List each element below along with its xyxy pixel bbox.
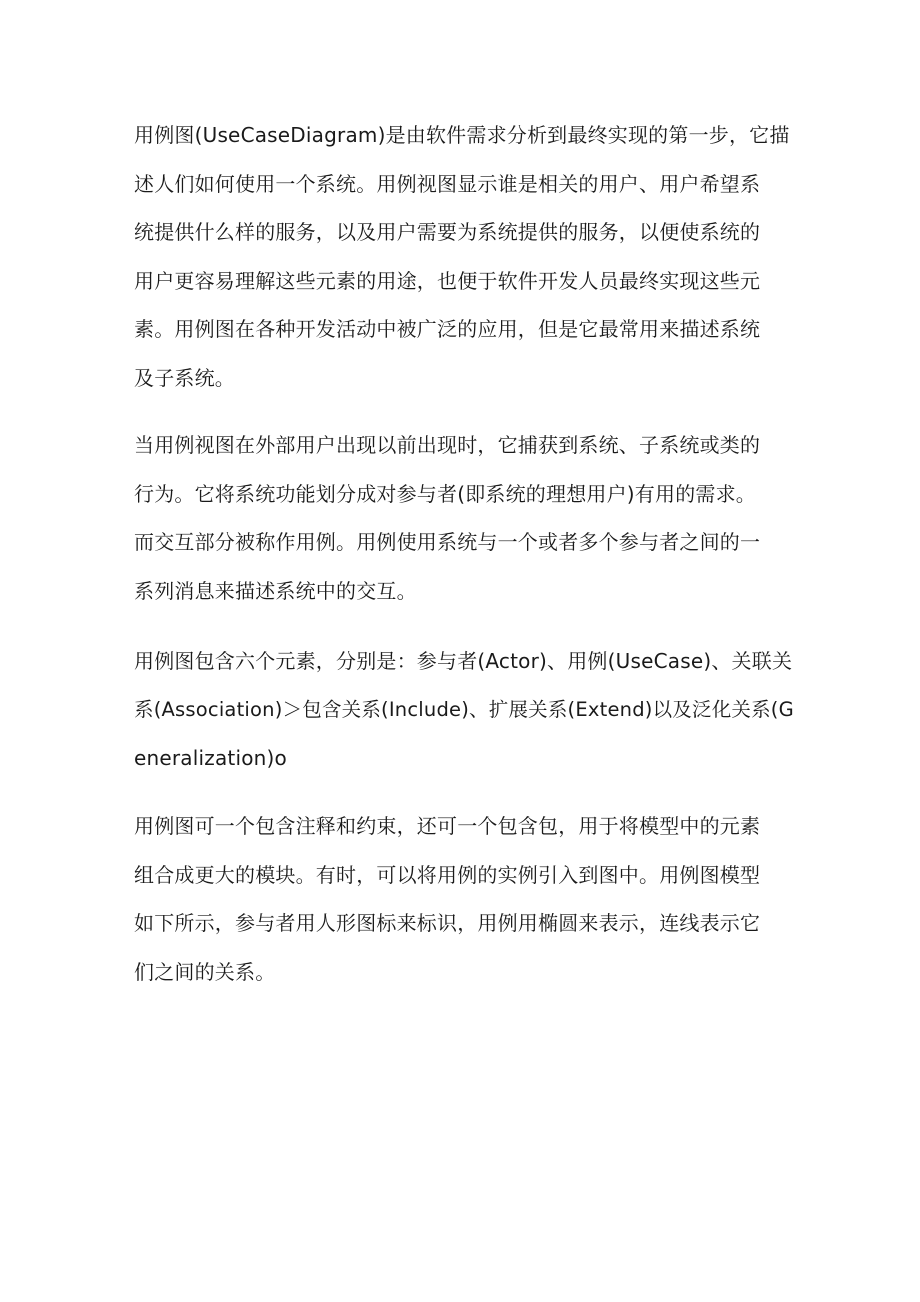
text-line: 素。用例图在各种开发活动中被广泛的应用，但是它最常用来描述系统 xyxy=(134,317,761,341)
paragraph-use-case-elements xyxy=(134,637,794,783)
text-line: 及子系统。 xyxy=(134,365,235,390)
text-line: 当用例视图在外部用户出现以前出现时，它捕获到系统、子系统或类的 xyxy=(134,433,761,457)
text-line: 述人们如何使用一个系统。用例视图显示谁是相关的用户、用户希望系 xyxy=(134,171,761,196)
text-line: 系(Association)＞包含关系(Include)、扩展关系(Extend)以及泛化关系(G xyxy=(134,697,794,721)
text-line: 用例图包含六个元素，分别是：参与者(Actor)、用例(UseCase)、关联关 xyxy=(134,649,793,673)
text-line: 用例图(UseCaseDiagram)是由软件需求分析到最终实现的第一步，它描 xyxy=(134,123,790,147)
text-line: 系列消息来描述系统中的交互。 xyxy=(134,578,417,603)
text-line: 组合成更大的模块。有时，可以将用例的实例引入到图中。用例图模型 xyxy=(134,862,761,887)
paragraph-use-case-view xyxy=(134,421,794,615)
text-line: 如下所示，参与者用人形图标来标识，用例用椭圆来表示，连线表示它 xyxy=(134,911,761,935)
paragraph-use-case-notes xyxy=(134,802,794,996)
text-line: 而交互部分被称作用例。用例使用系统与一个或者多个参与者之间的一 xyxy=(134,530,761,554)
text-line: 统提供什么样的服务，以及用户需要为系统提供的服务，以便使系统的 xyxy=(134,220,761,244)
text-line: 用例图可一个包含注释和约束，还可一个包含包，用于将模型中的元素 xyxy=(134,814,761,838)
paragraph-use-case-intro xyxy=(134,111,794,402)
text-line: 们之间的关系。 xyxy=(134,959,276,984)
text-line: eneralization)o xyxy=(134,746,287,770)
text-line: 行为。它将系统功能划分成对参与者(即系统的理想用户)有用的需求。 xyxy=(134,481,757,506)
text-line: 用户更容易理解这些元素的用途，也便于软件开发人员最终实现这些元 xyxy=(134,268,761,293)
